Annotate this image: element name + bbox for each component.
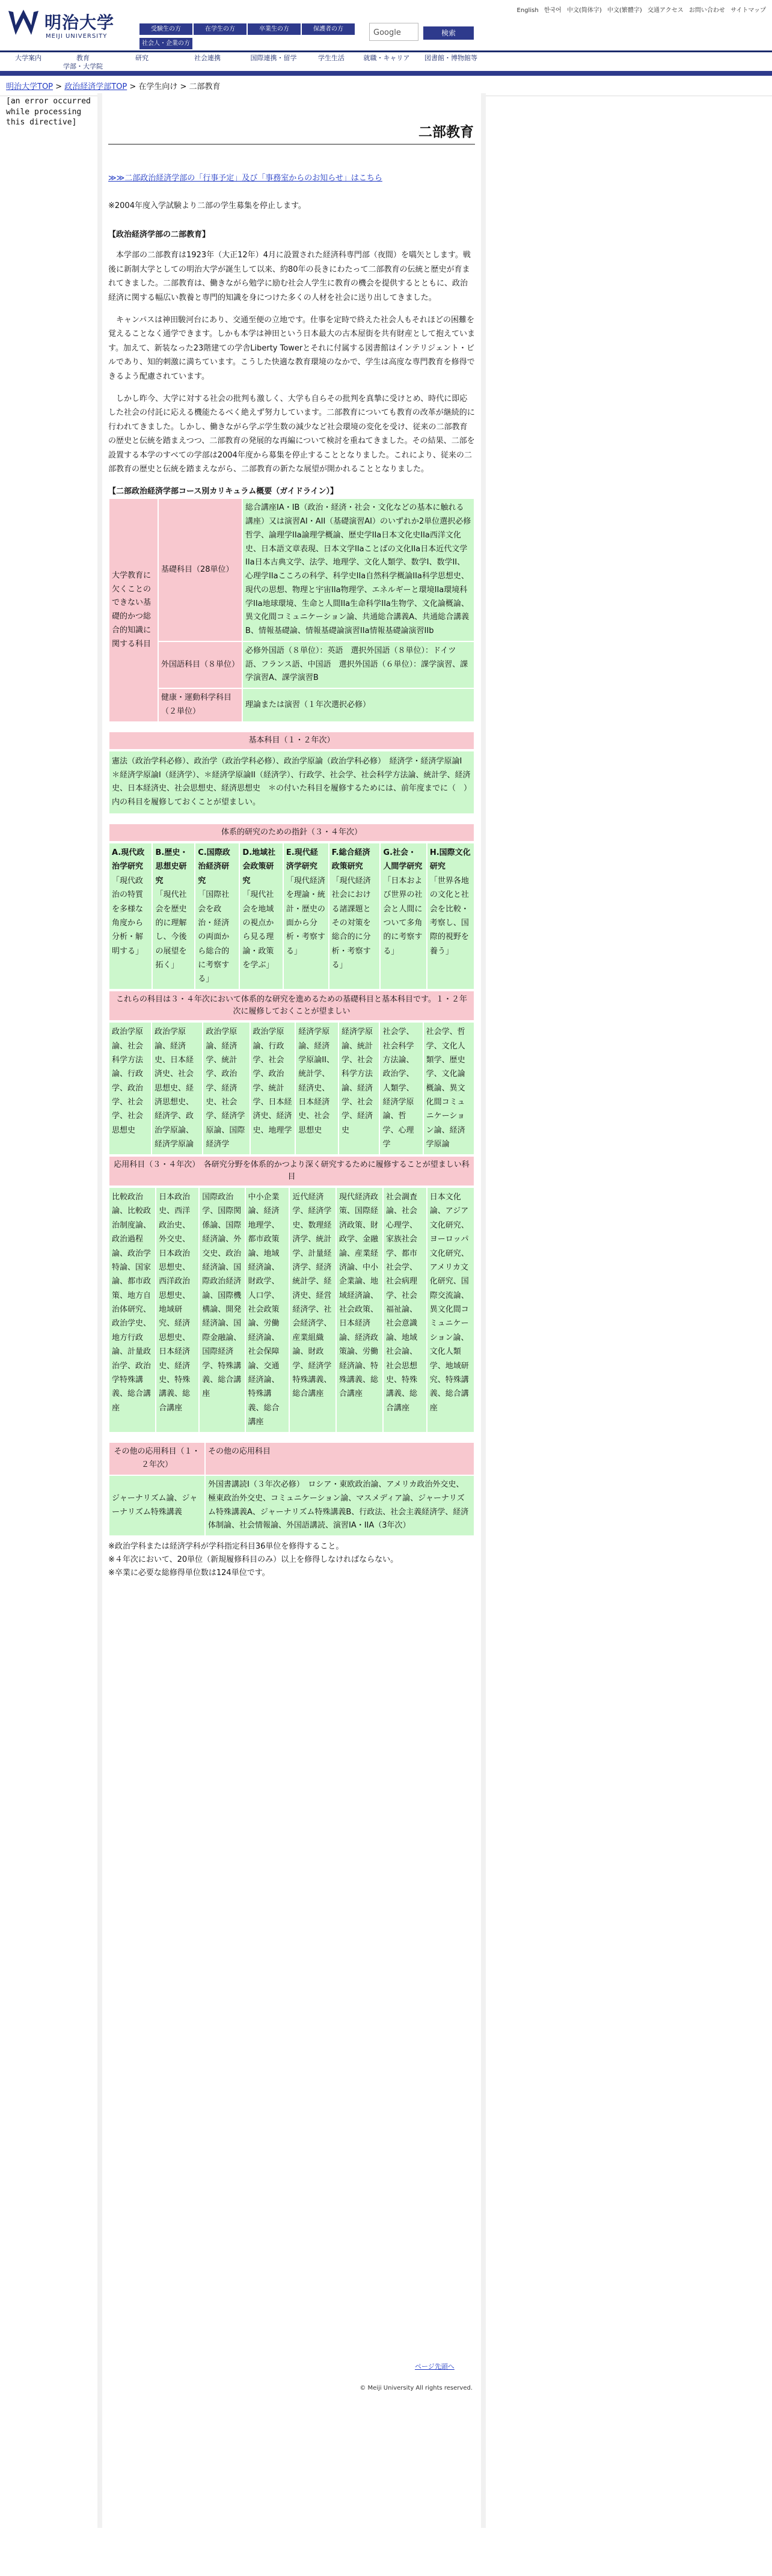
sidebar-divider <box>97 93 102 2528</box>
applied-cell: 中小企業論、経済地理学、都市政策論、地域経済論、財政学、人口学、社会政策論、労働経済論、社会保障論、交通経済論、特殊講義、総合講座 <box>245 1187 290 1433</box>
applied-cell: 国際政治学、国際関係論、国際経済論、外交史、政治経済論、国際政治経済論、国際機構論、開発経済論、国際金融論、国際経済学、特殊講義、総合講座 <box>199 1187 245 1433</box>
recommend-cell: 経済学原論、統計学、社会科学方法論、経済学、社会学、経済史 <box>339 1022 380 1155</box>
recommend-table <box>108 1021 475 1155</box>
nav-label: 社会連携 <box>194 54 221 62</box>
intro-paragraph: 本学部の二部教育は1923年（大正12年）4月に設置された経済科専門部（夜間）を嚆矢とします。戦後に新制大学としての明治大学が誕生して以来、約80年の長きにわたって二部教育の伝統と歴史が育まれてきました。二部教育は、働きながら勉学に励む社会人学生に教育の機会を提供するとともに、政治経済に関する幅広い教養と専門的知識を身につけた多くの人材を社会に送り出してきました。 <box>108 251 471 302</box>
applied-table <box>108 1187 475 1433</box>
table-row <box>109 843 474 990</box>
content-shadow <box>481 93 486 2528</box>
recommend-cell: 社会学、哲学、文化人類学、歴史学、文化論概論、異文化間コミュニケーション論、経済学原論 <box>423 1022 474 1155</box>
logo-mark-icon <box>7 7 40 41</box>
applied-cell: 日本政治史、西洋政治史、外交史、日本政治思想史、西洋政治思想史、地域研究、経済思想史、日本経済史、経済史、特殊講義、総合講座 <box>156 1187 199 1433</box>
nav-label: 学生生活 <box>318 54 345 62</box>
table-row <box>109 1475 474 1536</box>
basic-block <box>108 731 475 815</box>
field-cell <box>109 843 152 990</box>
recommend-cell: 政治学原論、経済史、日本経済史、社会思想史、経済思想史、経済学、政治学原論、経済学原論 <box>152 1022 203 1155</box>
button-students[interactable]: 在学生の方 <box>194 23 247 35</box>
field-desc: 「現代経済社会における諸課題とその対策を総合的に分析・考察する」 <box>331 876 371 970</box>
table-row <box>109 1187 474 1433</box>
field-title: D.地域社会政策研究 <box>242 848 276 886</box>
field-title: H.国際文化研究 <box>429 848 471 872</box>
main-content <box>102 93 481 2528</box>
table-row <box>109 688 474 722</box>
health-subjects-label: 健康・運動科学科目（２単位） <box>158 688 242 722</box>
basic-subjects-text: 総合講座IA・IB（政治・経済・社会・文化などの基本に触れる講座）又は演習AI・AII（基礎演習AI）のいずれか2単位選択必修 哲学、論理学IIa論理学概論、歴史学IIa日本文化史IIa西洋文化史、日本語文章表現、日本文学IIaことばの文化IIa日本近代文学IIa日本古典文学、法学、地理学、文化人類学、数学I、数学II、心理学IIaこころの科学、科学史IIa自然科学概論IIa科学思想史、現代の思想、物理と宇宙IIa物理学、エネルギーと環境IIa環境科学IIa地球環境、生命と人間IIa生命科学IIa生物学、文化論概論、異文化間コミュニケーション論、共通総合講義A、共通総合講義B、情報基礎論、情報基礎論演習IIa情報基礎論演習IIb <box>242 498 474 641</box>
applied-cell: 比較政治論、比較政治制度論、政治過程論、政治学特論、国家論、都市政策、地方自治体研究、政治学史、地方行政論、計量政治学、政治学特殊講義、総合講座 <box>109 1187 156 1433</box>
breadcrumb-sep: > <box>53 82 65 91</box>
systematic-block <box>108 823 475 1433</box>
button-alumni[interactable]: 卒業生の方 <box>248 23 301 35</box>
schedule-notice-link[interactable]: ≫≫二部政治経済学部の「行事予定」及び「事務室からのお知らせ」はこちら <box>108 174 382 183</box>
nav-label: 国際連携・留学 <box>250 54 297 62</box>
sidebar-error: [an error occurred while processing this directive] <box>6 97 91 127</box>
footnote: ※政治学科または経済学科が学科指定科目36単位を修得すること。 <box>108 1542 344 1552</box>
footnotes <box>108 1540 475 1580</box>
field-title: A.現代政治学研究 <box>112 848 145 872</box>
other-header-left: その他の応用科目（１・２年次） <box>109 1442 205 1476</box>
search-button[interactable]: 検索 <box>423 26 474 40</box>
curriculum-table <box>108 498 479 722</box>
other-table <box>108 1442 475 1537</box>
nav-library[interactable] <box>420 52 482 71</box>
nav-label: 大学案内 <box>15 54 41 62</box>
intro-paragraph: キャンパスは神田駿河台にあり、交通至便の立地です。仕事を定時で終えた社会人もそれほどの困難を覚えることなく通学できます。しかも本学は神田という日本最大の古本屋街を共有財産として抱えています。加えて、新装なった23階建ての学舎Liberty Towerとそれに付属する図書館はインテリジェント・ビルであり、知的刺激に満ちています。こうした快適な教育環境のなかで、学生は高度な専門教育を修得できるよう配慮されています。 <box>108 315 475 381</box>
field-cell <box>283 843 329 990</box>
intro-body <box>108 248 475 476</box>
link-korean[interactable]: 한국어 <box>544 7 562 14</box>
basic-header: 基本科目（１・２年次） <box>108 731 475 750</box>
field-cell <box>329 843 381 990</box>
nav-education[interactable] <box>54 52 112 71</box>
nav-label: 研究 <box>135 54 149 62</box>
breadcrumb-sep: > <box>127 82 139 91</box>
breadcrumb-top-link[interactable]: 明治大学TOP <box>6 82 54 91</box>
field-cell <box>239 843 283 990</box>
nav-sublabel: 学部・大学院 <box>63 63 103 70</box>
other-right-cell: 外国書講読I（３年次必修） ロシア・東欧政治論、アメリカ政治外交史、極東政治外交史、コミュニケーション論、マスメディア論、ジャーナリズム特殊講義A、ジャーナリズム特殊講義B、行政法、社会主義経済学、経済体制論、社会情報論、外国語講読、演習IA・IIA（3年次） <box>205 1475 474 1536</box>
basic-body: 憲法（政治学科必修）、政治学（政治学科必修）、政治学原論（政治学科必修） 経済学・経済学原論I ＊経済学原論I（経済学）、＊経済学原論II（経済学）、行政学、社会学、社会科学方法論、統計学、経済史、日本経済史、社会思想史、経済思想史 ＊の付いた科目を履修するためには、前年度までに（ ）内の科目を履修しておくことが望ましい。 <box>108 750 475 815</box>
nav-label: 就職・キャリア <box>363 54 410 62</box>
field-desc: 「世界各地の文化と社会を比較・考察し、国際的視野を養う」 <box>429 876 469 956</box>
field-title: C.国際政治経済研究 <box>198 848 230 886</box>
language-subjects-label: 外国語科目（８単位） <box>158 641 242 688</box>
page-title: 二部教育 <box>108 93 475 145</box>
field-desc: 「現代政治の特質を多様な角度から分析・解明する」 <box>112 876 144 956</box>
link-sitemap[interactable]: サイトマップ <box>731 7 766 14</box>
field-cell <box>152 843 195 990</box>
applied-cell: 現代経済政策、国際経済政策、財政学、金融論、産業経済論、中小企業論、地域経済論、社会政策、日本経済論、経済政策論、労働経済論、特殊講義、総合講座 <box>336 1187 383 1433</box>
curriculum-title: 【二部政治経済学部コース別カリキュラム概要（ガイドライン）】 <box>108 487 338 497</box>
field-desc: 「国際社会を政治・経済の両面から総合的に考察する」 <box>198 890 230 984</box>
link-contact[interactable]: お問い合わせ <box>688 7 725 14</box>
nav-student-life[interactable] <box>310 52 352 71</box>
intro-paragraph: しかし昨今、大学に対する社会の批判も激しく、大学も自らその批判を真摯に受けとめ、時代に即応した社会の付託に応える機能たるべく絶えず努力しています。二部教育についても教育の改革が継続的に行われてきました。しかし、働きながら学ぶ学生数の減少など社会環境の変化を受け、従来の二部教育の歴史と伝統を踏まえつつ、二部教育の発展的な再編について検討を重ねてきました。その結果、二部を設置する本学のすべての学部は2004年度から募集を停止することとなりました。これにより、従来の二部教育の歴史と伝統を踏まえながら、二部教育の新たな展望が開かれることとなりました。 <box>108 394 475 474</box>
utility-links <box>513 6 766 16</box>
nav-international[interactable] <box>240 52 307 71</box>
university-logo[interactable] <box>7 7 115 43</box>
nav-label: 教育 <box>76 54 90 62</box>
link-access[interactable]: 交通アクセス <box>648 7 684 14</box>
breadcrumb-current: 在学生向け > 二部教育 <box>138 82 221 91</box>
recommend-cell: 社会学、社会科学方法論、政治学、人類学、経済学原論、哲学、心理学 <box>379 1022 423 1155</box>
nav-career[interactable] <box>358 52 415 71</box>
applied-cell: 日本文化論、アジア文化研究、ヨーロッパ文化研究、アメリカ文化研究、国際交流論、異文化間コミュニケーション論、文化人類学、地域研究、特殊講義、総合講座 <box>427 1187 474 1433</box>
nav-research[interactable] <box>124 52 160 71</box>
field-cell <box>427 843 474 990</box>
breadcrumb-faculty-link[interactable]: 政治経済学部TOP <box>64 82 127 91</box>
field-title: B.歴史・思想史研究 <box>155 848 188 886</box>
logo-title: 明治大学 <box>44 13 115 32</box>
language-subjects-text: 必修外国語（８単位）：英語 選択外国語（８単位）：ドイツ語、フランス語、中国語 選択外国語（６単位）：課学演習、課学演習A、課学演習B <box>242 641 474 688</box>
field-desc: 「現代経済を理論・統計・歴史の面から分析・考察する」 <box>286 876 325 956</box>
health-subjects-text: 理論または演習（１年次選択必修） <box>242 688 474 722</box>
applied-cell: 社会調査論、社会心理学、家族社会学、都市社会学、社会病理学、社会福祉論、社会意識論、地域社会論、社会思想史、特殊講義、総合講座 <box>383 1187 427 1433</box>
link-chinese-traditional[interactable]: 中文(繁體字) <box>607 7 642 14</box>
field-cell <box>195 843 239 990</box>
field-desc: 「日本および世界の社会と人間について多角的に考察する」 <box>383 876 423 956</box>
button-parents[interactable]: 保護者の方 <box>302 23 355 35</box>
recruitment-notice: ※2004年度入学試験より二部の学生募集を停止します。 <box>108 201 306 211</box>
table-row <box>109 498 474 641</box>
notice-link-wrap <box>108 173 475 185</box>
other-left-cell: ジャーナリズム論、ジャーナリズム特殊講義 <box>109 1475 205 1536</box>
field-title: E.現代経済学研究 <box>286 848 318 872</box>
recommend-cell: 政治学原論、行政学、社会学、政治学、統計学、日本経済史、経済史、地理学 <box>250 1022 296 1155</box>
search-input[interactable]: Google <box>369 23 418 41</box>
applied-cell: 近代経済学、経済学史、数理経済学、統計学、計量経済学、経済統計学、経済史、経営経済学、社会経済学、産業組織論、財政学、経済学特殊講義、総合講座 <box>289 1187 336 1433</box>
section-title: 【政治経済学部の二部教育】 <box>108 230 210 240</box>
link-chinese-simplified[interactable]: 中文(简体字) <box>567 7 602 14</box>
audience-buttons <box>139 23 363 52</box>
footnote: ※４年次において、20単位（新規履修科目のみ）以上を修得しなければならない。 <box>108 1555 399 1565</box>
field-desc: 「現代社会を地域の視点から見る理論・政策を学ぶ」 <box>242 890 274 970</box>
recommend-note: これらの科目は３・４年次において体系的な研究を進めるための基礎科目と基本科目です。１・２年次に履修しておくことが望ましい <box>108 990 475 1021</box>
button-business[interactable]: 社会人・企業の方 <box>139 38 192 49</box>
logo-subtitle: MEIJI UNIVERSITY <box>46 33 108 40</box>
button-prospective[interactable]: 受験生の方 <box>139 23 192 35</box>
field-cell <box>380 843 426 990</box>
link-english[interactable]: English <box>516 7 539 14</box>
other-header-right: その他の応用科目 <box>205 1442 474 1476</box>
page-top-link[interactable]: ページ先頭へ <box>415 2363 455 2370</box>
nav-label: 図書館・博物館等 <box>424 54 477 62</box>
recommend-cell: 経済学原論、経済学原論II、統計学、経済史、日本経済史、社会思想史 <box>295 1022 339 1155</box>
general-education-cell: 大学教育に欠くことのできない基礎的かつ総合的知識に関する科目 <box>109 498 158 721</box>
global-nav <box>0 50 772 71</box>
nav-about[interactable] <box>6 52 51 71</box>
recommend-cell: 政治学原論、経済学、統計学、政治学、経済史、社会学、経済学原論、国際経済学 <box>203 1022 250 1155</box>
basic-subjects-label: 基礎科目（28単位） <box>158 498 242 641</box>
table-row <box>109 641 474 688</box>
field-desc: 「現代社会を歴史的に理解し、今後の展望を拓く」 <box>155 890 187 970</box>
field-table <box>108 842 475 990</box>
applied-header: 応用科目（３・４年次） 各研究分野を体系的かつより深く研究するために履修することが望ましい科目 <box>108 1155 475 1187</box>
recommend-cell: 政治学原論、社会科学方法論、行政学、政治学、社会学、社会思想史 <box>109 1022 152 1155</box>
field-title: F.総合経済政策研究 <box>331 848 370 872</box>
footnote: ※卒業に必要な総修得単位数は124単位です。 <box>108 1568 270 1578</box>
table-row <box>109 1022 474 1155</box>
copyright: © Meiji University All rights reserved. <box>360 2385 473 2391</box>
field-title: G.社会・人間学研究 <box>383 848 423 872</box>
nav-social[interactable] <box>180 52 234 71</box>
nav-bar <box>0 71 772 76</box>
table-row <box>109 1442 474 1476</box>
systematic-header: 体系的研究のための指針（３・４年次） <box>108 823 475 842</box>
site-header <box>0 0 772 50</box>
